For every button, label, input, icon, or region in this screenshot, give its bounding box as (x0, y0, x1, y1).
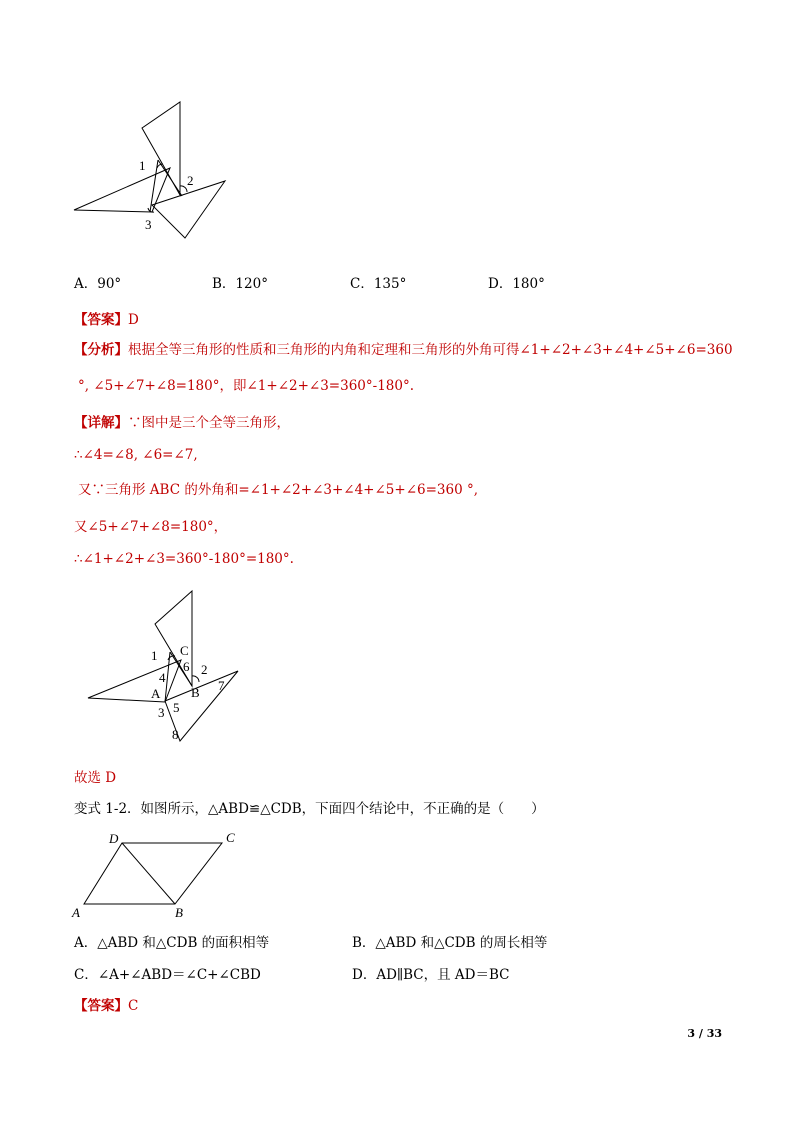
option2-b-letter: B． (352, 935, 376, 951)
diagonal-bd (122, 843, 175, 904)
fig2-label-6: 6 (183, 659, 190, 674)
figure-three-triangles (60, 95, 240, 245)
answer-1-value: D (128, 312, 139, 328)
fig2-label-b: B (191, 685, 200, 700)
fig3-label-b: B (175, 905, 183, 920)
answer-1 (74, 311, 139, 329)
answer-1-tag: 【答案】 (74, 312, 128, 328)
option2-a[interactable] (74, 934, 269, 952)
option-d-letter: D． (488, 276, 513, 292)
option-a-value: 90° (97, 276, 122, 292)
answer-2 (74, 997, 138, 1015)
conclusion: 故选 D (74, 770, 117, 786)
analysis-line-1 (74, 341, 733, 359)
fig2-label-5: 5 (173, 700, 180, 715)
option2-b-text: △ABD 和△CDB 的周长相等 (375, 935, 548, 951)
parallelogram-outline (84, 843, 222, 904)
answer-2-tag: 【答案】 (74, 998, 128, 1014)
triangle-top (142, 102, 180, 195)
fig2-label-8: 8 (172, 727, 179, 742)
option2-a-text: △ABD 和△CDB 的面积相等 (97, 935, 270, 951)
answer-2-value: C (128, 998, 139, 1014)
option-c[interactable] (350, 275, 406, 293)
page-number: 3 / 33 (687, 1027, 722, 1040)
option-b-value: 120° (235, 276, 268, 292)
detail-line-5: ∴∠1+∠2+∠3=360°-180°=180°. (74, 551, 294, 567)
option-a-letter: A． (74, 276, 98, 292)
fig2-label-a: A (151, 686, 161, 701)
option2-c-text: ∠A+∠ABD＝∠C+∠CBD (97, 967, 261, 983)
option-d[interactable] (488, 275, 545, 293)
fig2-label-2: 2 (201, 662, 208, 677)
fig2-label-7: 7 (218, 678, 225, 693)
fig3-label-d: D (109, 831, 119, 846)
option-b[interactable] (212, 275, 268, 293)
option-a[interactable] (74, 275, 121, 293)
fig1-label-3: 3 (145, 217, 152, 232)
option2-d[interactable] (352, 966, 510, 984)
detail-tag: 【详解】 (74, 415, 128, 431)
fig2-label-4: 4 (159, 670, 166, 685)
detail-line-2: ∴∠4=∠8, ∠6=∠7, (74, 447, 198, 463)
analysis-line-2: °, ∠5+∠7+∠8=180°，即∠1+∠2+∠3=360°-180°. (78, 378, 415, 394)
question-2: 变式 1-2．如图所示，△ABD≌△CDB，下面四个结论中，不正确的是（ ） (74, 801, 545, 817)
option2-d-text: AD∥BC，且 AD＝BC (376, 967, 510, 983)
option2-a-letter: A． (74, 935, 98, 951)
option-d-value: 180° (512, 276, 545, 292)
analysis-text-1: 根据全等三角形的性质和三角形的内角和定理和三角形的外角可得∠1+∠2+∠3+∠4+∠5+∠6=360 (128, 342, 733, 358)
option2-d-letter: D． (352, 967, 377, 983)
fig1-label-2: 2 (187, 173, 194, 188)
detail-line-3: 又∵三角形 ABC 的外角和=∠1+∠2+∠3+∠4+∠5+∠6=360 °, (78, 482, 479, 498)
fig3-label-a: A (72, 905, 80, 920)
fig2-label-3: 3 (158, 705, 165, 720)
option-b-letter: B． (212, 276, 236, 292)
detail-text-1: ∵图中是三个全等三角形， (128, 415, 290, 431)
option-c-letter: C． (350, 276, 374, 292)
detail-line-4: 又∠5+∠7+∠8=180°， (74, 519, 228, 535)
fig2-label-c: C (180, 643, 189, 658)
triangle-right (152, 181, 225, 238)
fig2-label-1: 1 (151, 648, 158, 663)
option2-c-letter: C． (74, 967, 98, 983)
fig3-label-c: C (226, 830, 235, 845)
fig1-label-1: 1 (139, 158, 146, 173)
option-c-value: 135° (373, 276, 407, 292)
figure-labeled-triangles (80, 585, 250, 750)
option2-c[interactable] (74, 966, 261, 984)
figure-parallelogram (65, 825, 245, 925)
option2-b[interactable] (352, 934, 547, 952)
detail-line-1 (74, 414, 290, 432)
analysis-tag: 【分析】 (74, 342, 128, 358)
